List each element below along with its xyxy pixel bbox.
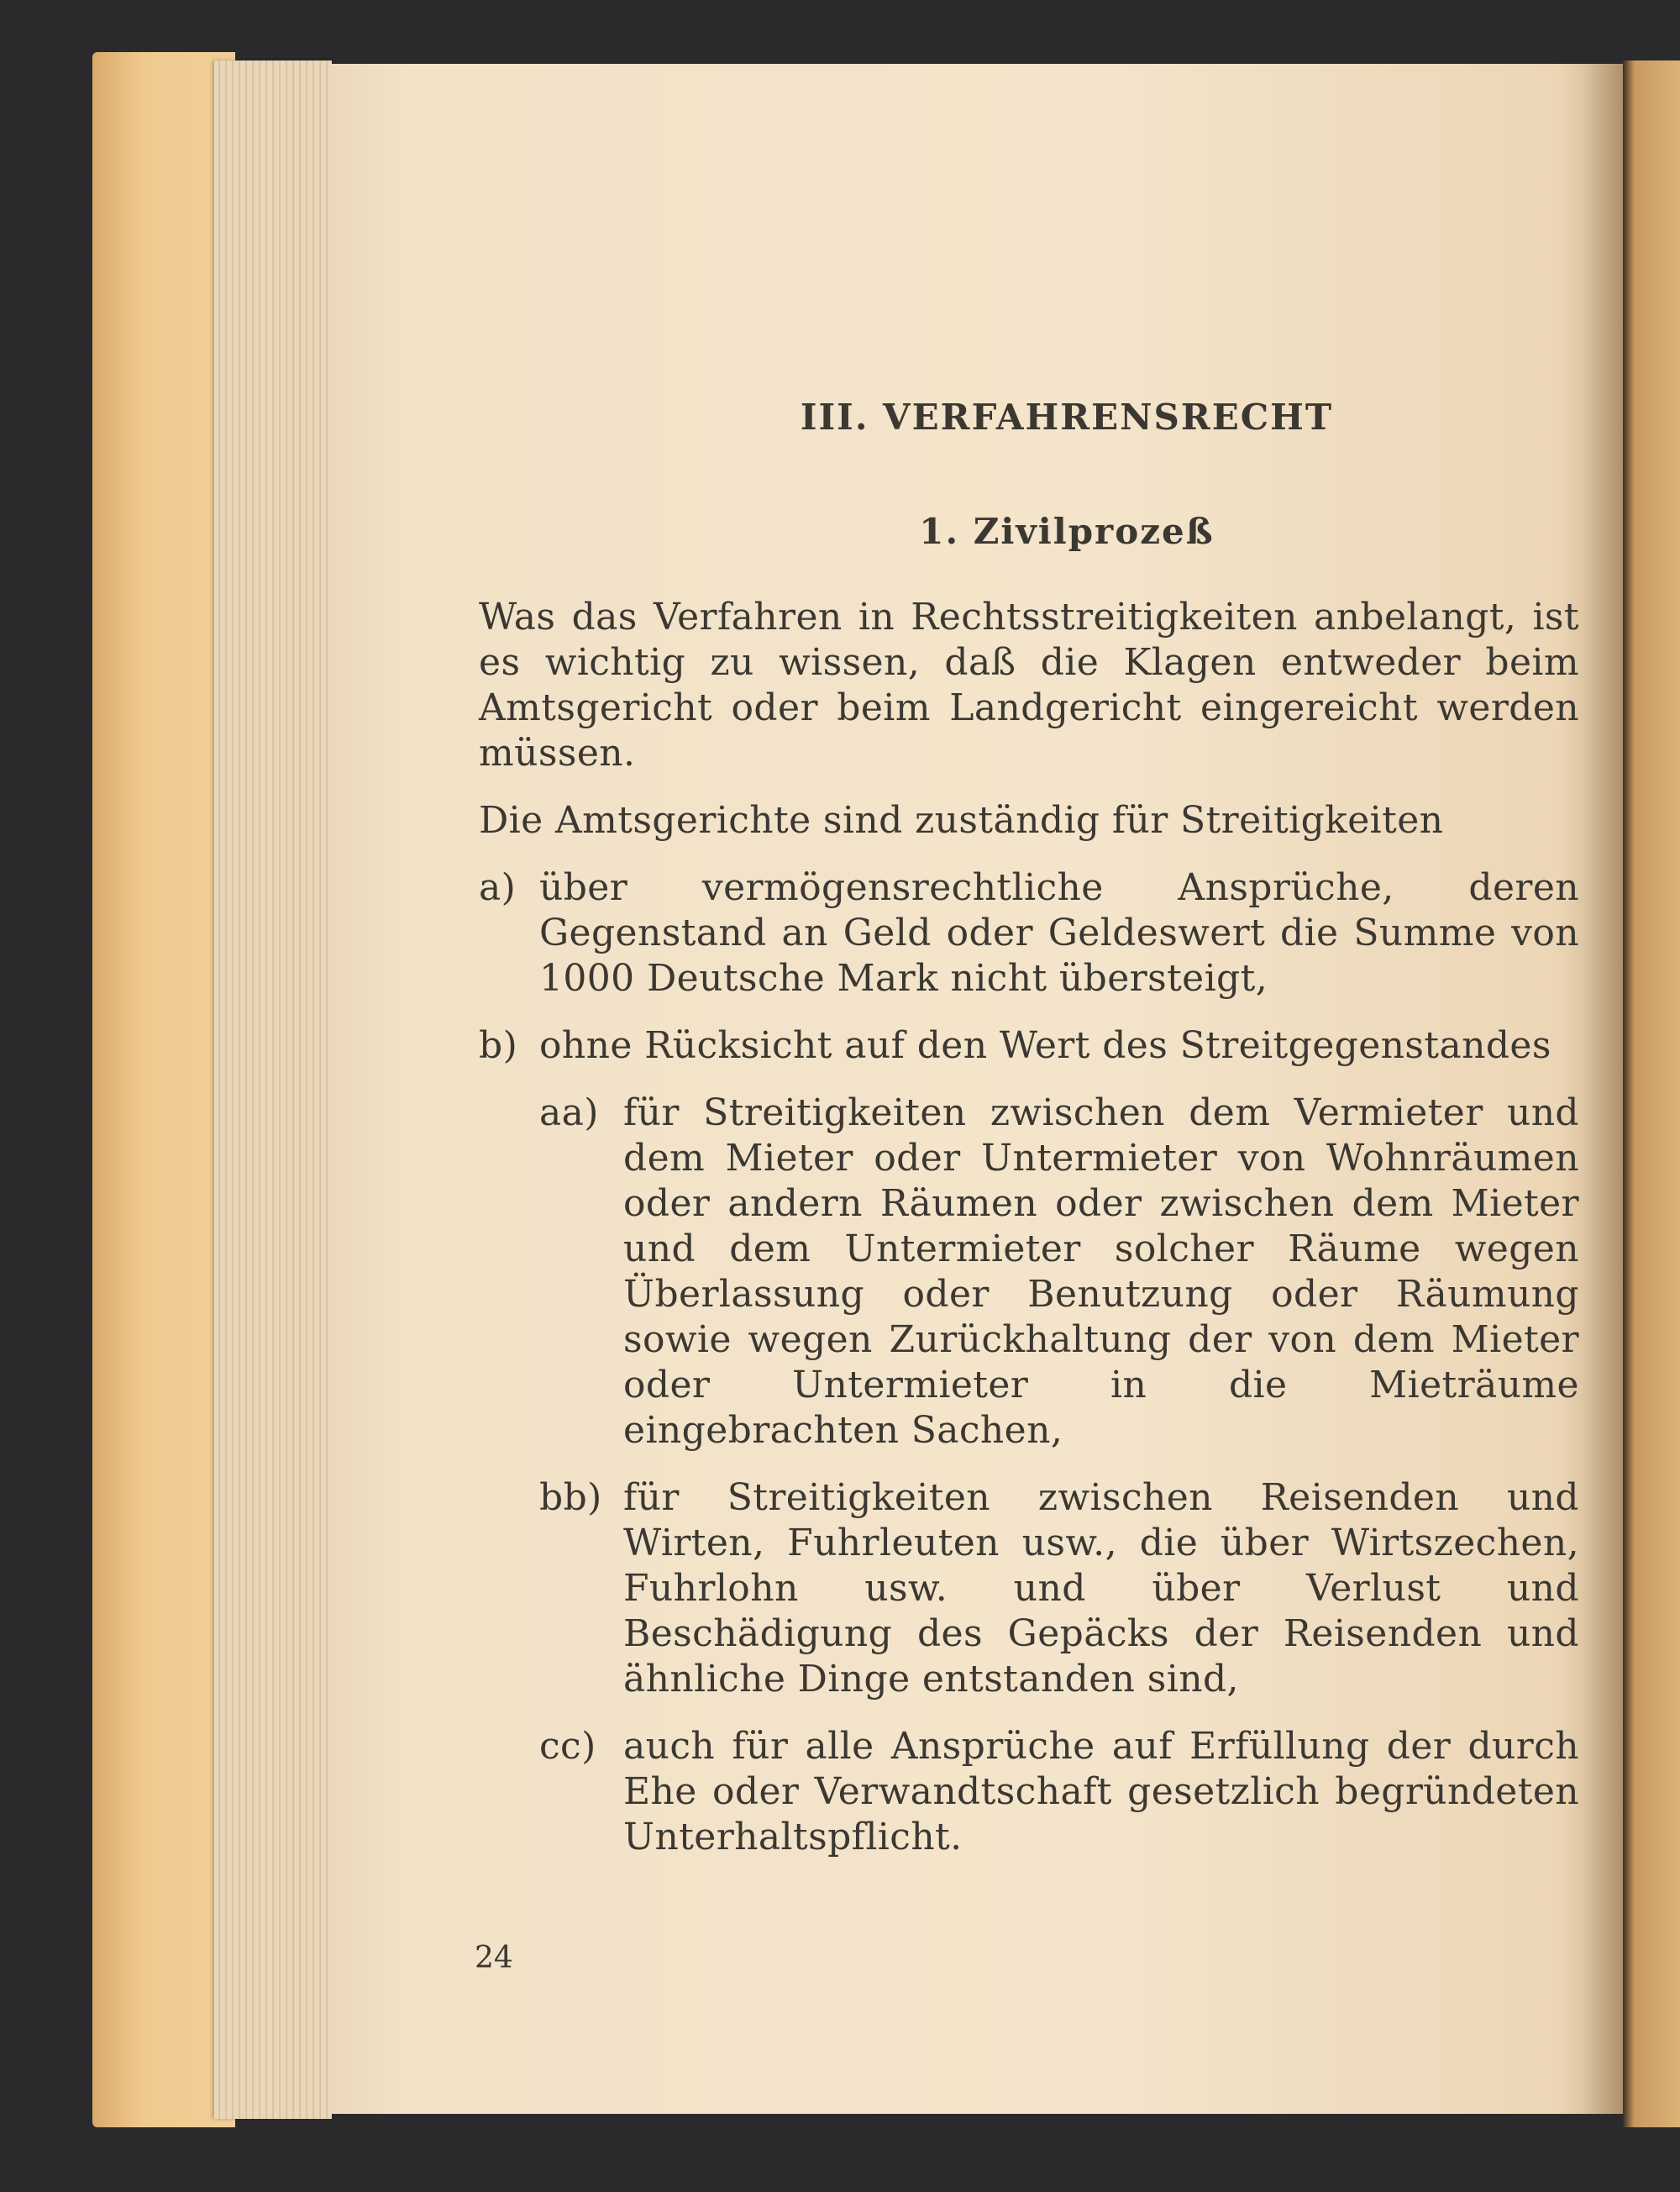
section-title: 1. Zivilprozeß — [919, 511, 1215, 552]
list-marker: a) — [479, 866, 517, 909]
page-gutter-shadow — [1583, 64, 1623, 2114]
list-item-text: über vermögensrechtliche Ansprüche, deren Gegenstand an Geld oder Geldeswert die Summe von 1000 Deutsche Mark nicht übersteigt, — [539, 866, 1579, 1000]
chapter-title: III. VERFAHRENSRECHT — [800, 397, 1334, 438]
list-marker: aa) — [539, 1091, 599, 1134]
page-edges — [214, 60, 332, 2119]
jurisdiction-paragraph: Die Amtsgerichte sind zuständig für Streitigkeiten — [479, 799, 1444, 842]
page-text — [479, 395, 1579, 1882]
list-item-text: für Streitigkeiten zwischen dem Vermieter und dem Mieter oder Untermieter von Wohnräumen oder andern Räumen oder zwischen dem Mieter und dem Untermieter solcher Räume wegen Überlassung oder Benutzung oder Räumung sowie wegen Zurückhaltung der von dem Mieter oder Untermieter in die Mieträume eingebrachten Sachen, — [623, 1091, 1579, 1452]
list-item-text: für Streitigkeiten zwischen Reisenden und Wirten, Fuhrleuten usw., die über Wirtszechen, Fuhrlohn usw. und über Verlust und Beschädigung des Gepäcks der Reisenden und ähnliche Dinge entstanden sind, — [623, 1476, 1579, 1701]
list-marker: b) — [479, 1024, 518, 1067]
intro-paragraph: Was das Verfahren in Rechtsstreitigkeiten anbelangt, ist es wichtig zu wissen, daß die Klagen entweder beim Amtsgericht oder beim Landgericht eingereicht werden müssen. — [479, 596, 1579, 775]
list-item-a — [479, 865, 1579, 1001]
book-cover-right — [1623, 60, 1680, 2127]
list-marker: bb) — [539, 1476, 602, 1519]
list-item-b — [479, 1023, 1579, 1069]
list-item-cc — [539, 1724, 1579, 1860]
list-item-text: auch für alle Ansprüche auf Erfüllung der durch Ehe oder Verwandtschaft gesetzlich begründeten Unterhaltspflicht. — [623, 1725, 1579, 1858]
list-item-aa — [539, 1091, 1579, 1453]
list-marker: cc) — [539, 1725, 596, 1768]
page-number: 24 — [475, 1941, 513, 1975]
list-item-text: ohne Rücksicht auf den Wert des Streitgegenstandes — [539, 1024, 1551, 1067]
list-item-bb — [539, 1475, 1579, 1702]
